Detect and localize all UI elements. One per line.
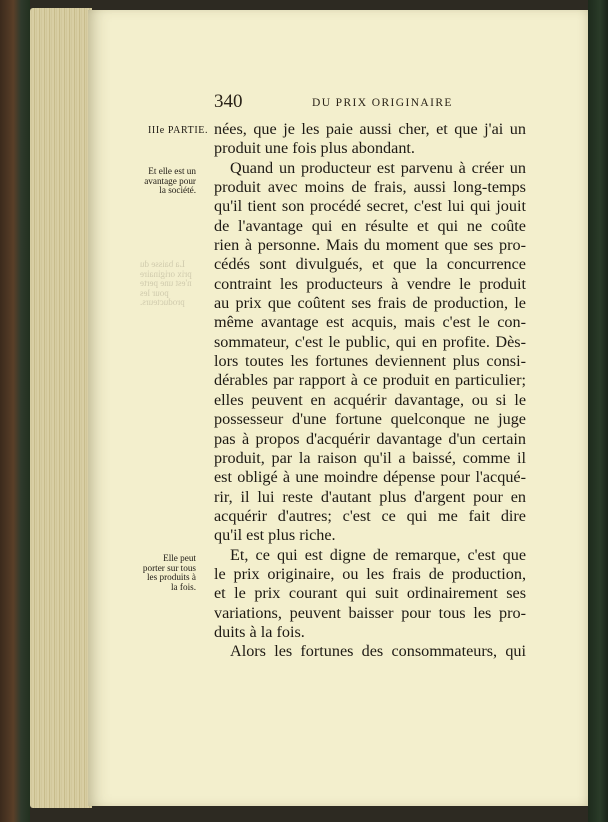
text-line: nées, que je les paie aussi cher, et que j'ai un xyxy=(214,120,526,138)
text-line: Alors les fortunes des consommateurs, qui xyxy=(230,642,526,661)
text-line: produit une fois plus abondant. xyxy=(214,139,415,158)
margin-note-line: la fois. xyxy=(170,581,196,592)
text-line: qu'il tient son procédé secret, c'est lui qui jouit xyxy=(214,197,526,216)
margin-note-line: avantage pour xyxy=(144,175,196,186)
page-number: 340 xyxy=(214,91,243,112)
part-label: IIIe PARTIE. xyxy=(148,125,209,136)
margin-note-line: les produits à xyxy=(147,572,196,583)
margin-note-line: la société. xyxy=(159,185,196,196)
text-line: pas à propos d'acquérir davantage d'un certain xyxy=(214,429,526,448)
text-line: rien à personne. Mais du moment que ses pro- xyxy=(214,236,526,255)
text-line: acquérir d'autres; c'est ce qui me fait dire xyxy=(214,506,526,525)
text-line: qu'il est plus riche. xyxy=(214,526,336,545)
margin-note-line: Et elle est un xyxy=(148,166,196,176)
text-line: et le prix courant qui suit ordinairement ses xyxy=(214,584,526,603)
text-line: contraint les producteurs à vendre le produit xyxy=(214,274,526,293)
margin-note-line: Elle peut xyxy=(163,553,196,563)
running-head: DU PRIX ORIGINAIRE xyxy=(312,97,453,109)
page-edges xyxy=(30,8,92,808)
text-line: le prix originaire, ou les frais de production, xyxy=(214,564,526,583)
text-line: dérables par rapport à ce produit en particulier; xyxy=(214,371,526,390)
text-line: cédés sont divulgués, et que la concurrence xyxy=(214,255,526,274)
body-text xyxy=(214,120,526,662)
bleed-through-text: La baisse du prix originaire n'est une perte pour les producteurs. xyxy=(140,259,192,307)
margin-note-avantage xyxy=(134,167,196,196)
margin-note-tous-produits xyxy=(134,554,196,592)
book-cover-edge xyxy=(588,0,608,822)
text-line: Quand un producteur est parvenu à créer un xyxy=(230,158,526,177)
text-line: produit avec moins de frais, aussi long-temps xyxy=(214,178,526,197)
text-line: au prix que coûtent ses frais de production, le xyxy=(214,294,526,313)
text-line: même avantage est acquis, mais c'est le con- xyxy=(214,313,526,332)
text-line: est obligé à une moindre dépense pour l'acqué- xyxy=(214,468,526,487)
text-line: variations, peuvent baisser pour tous les pro- xyxy=(214,603,526,622)
text-line: possesseur d'une fortune quelconque ne juge xyxy=(214,410,526,429)
text-line: lors toutes les fortunes deviennent plus consi- xyxy=(214,352,526,371)
text-line: duits à la fois. xyxy=(214,622,305,641)
margin-note-line: porter sur tous xyxy=(142,562,196,573)
text-line: elles peuvent en acquérir davantage, ou si le xyxy=(214,390,526,409)
text-line: Et, ce qui est digne de remarque, c'est que xyxy=(230,545,526,564)
text-line: produit, par la raison qu'il a baissé, comme il xyxy=(214,448,526,467)
book-spine xyxy=(0,0,30,822)
text-line: sommateur, c'est le public, qui en profite. Dès- xyxy=(214,332,526,351)
text-line: de l'avantage qui en résulte et qui ne coûte xyxy=(214,216,526,235)
page-header xyxy=(214,93,526,113)
text-line: rir, il lui reste d'autant plus d'argent pour en xyxy=(214,487,526,506)
